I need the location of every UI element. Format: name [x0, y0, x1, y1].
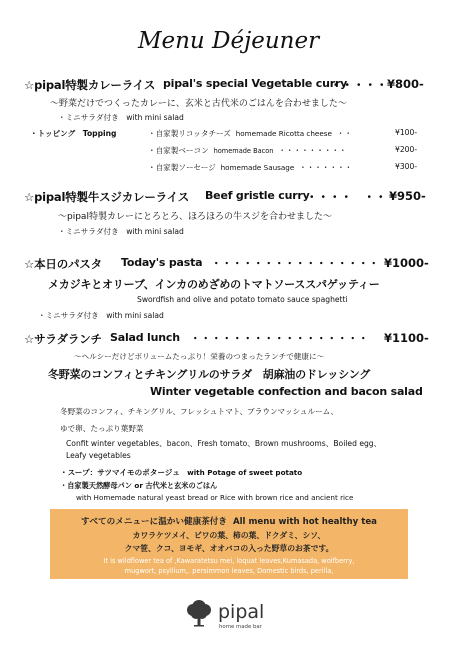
topping-price-bacon: ¥200-	[395, 145, 418, 154]
tea-title: すべてのメニューに温かい健康茶付き All menu with hot healthy tea	[81, 517, 377, 527]
beef-name: ☆pipal特製牛スジカレーライス	[24, 190, 190, 204]
curry-price: ¥800-	[387, 77, 424, 91]
beef-name-en: Beef gristle curry	[205, 189, 310, 202]
salad-en-title: Winter vegetable confection and bacon salad	[150, 385, 423, 398]
salad-soup: ・スープ：サツマイモのポタージュ with Potage of sweet potato	[60, 468, 303, 477]
curry-description: ～野菜だけでつくったカレーに、玄米と古代米のごはんを合わせました～	[50, 99, 347, 109]
logo-name: pipal	[218, 601, 265, 623]
topping-price-sausage: ¥300-	[395, 162, 418, 171]
salad-ingredients-jp-1: 冬野菜のコンフィ、チキングリル、フレッシュトマト、ブラウンマッシュルーム、	[60, 407, 339, 416]
pasta-price: ¥1000-	[384, 256, 429, 270]
curry-side: ・ミニサラダ付き with mini salad	[58, 113, 184, 122]
curry-name: ☆pipal特製カレーライス	[24, 78, 156, 92]
salad-name: ☆サラダランチ	[24, 332, 102, 346]
beef-dots: ・・・・ ・・・	[306, 190, 398, 204]
beef-description: ～pipal特製カレーにとろとろ、ほろほろの牛スジを合わせました～	[58, 212, 332, 222]
salad-ingredients-jp-2: ゆで卵、たっぷり葉野菜	[60, 424, 144, 433]
pasta-name: ☆本日のパスタ	[24, 257, 102, 271]
pasta-name-en: Today's pasta	[121, 256, 203, 269]
curry-name-en: pipal's special Vegetable curry	[163, 77, 348, 90]
salad-price: ¥1100-	[384, 331, 429, 345]
pasta-dots: ・・・・・・・・・・・・・・・・	[211, 258, 379, 270]
salad-dots: ・・・・・・・・・・・・・・・・・	[190, 333, 369, 345]
curry-dots: ・・・・・	[330, 78, 388, 92]
tea-ingredients-jp-2: クマ笹、クコ、ヨモギ、オオバコの入った野草のお茶です。	[124, 544, 334, 553]
topping-label: ・トッピング Topping	[30, 129, 117, 138]
beef-side: ・ミニサラダ付き with mini salad	[58, 227, 184, 236]
beef-price: ¥950-	[389, 189, 426, 203]
salad-bread-en: with Homemade natural yeast bread or Rice with brown rice and ancient rice	[76, 493, 354, 502]
tree-icon	[186, 598, 212, 628]
topping-item-sausage: ・自家製ソーセージ homemade Sausage ・・・・・・・	[148, 163, 353, 172]
tea-ingredients-en-1: It is wildflower tea of ,Kawaratetsu mei, loquat leaves,Kumasada, wolfberry,	[103, 557, 355, 565]
salad-bread-jp: ・自家製天然酵母パン or 古代米と玄米のごはん	[60, 481, 218, 490]
logo-subtitle: home made bar	[219, 624, 262, 630]
pasta-side: ・ミニサラダ付き with mini salad	[38, 311, 164, 320]
salad-jp-title: 冬野菜のコンフィとチキングリルのサラダ 胡麻油のドレッシング	[48, 368, 371, 381]
salad-ingredients-en-1: Confit winter vegetables、bacon、Fresh tomato、Brown mushrooms、Boiled egg、	[66, 439, 382, 448]
page-title: Menu Déjeuner	[137, 28, 320, 54]
salad-tagline: ～ヘルシーだけどボリュームたっぷり！栄養のつまったランチで健康に～	[74, 352, 325, 361]
salad-ingredients-en-2: Leafy vegetables	[66, 451, 131, 460]
tea-ingredients-en-2: mugwort, psyllium,. persimmon leaves, Domestic birds, perilla,	[124, 567, 334, 575]
pasta-jp-description: メカジキとオリーブ、インカのめざめのトマトソーススパゲッティー	[48, 278, 380, 291]
pasta-en-description: Swordfish and olive and potato tomato sauce spaghetti	[137, 295, 348, 304]
topping-price-ricotta: ¥100-	[395, 128, 418, 137]
topping-item-bacon: ・自家製ベーコン homemade Bacon ・・・・・・・・・	[148, 146, 347, 155]
topping-item-ricotta: ・自家製リコッタチーズ homemade Ricotta cheese ・・	[148, 129, 352, 138]
salad-name-en: Salad lunch	[110, 331, 180, 344]
healthy-tea-box	[50, 509, 408, 579]
tea-ingredients-jp-1: カワラケツメイ、ビワの葉、柿の葉、ドクダミ、シソ、	[132, 531, 326, 540]
